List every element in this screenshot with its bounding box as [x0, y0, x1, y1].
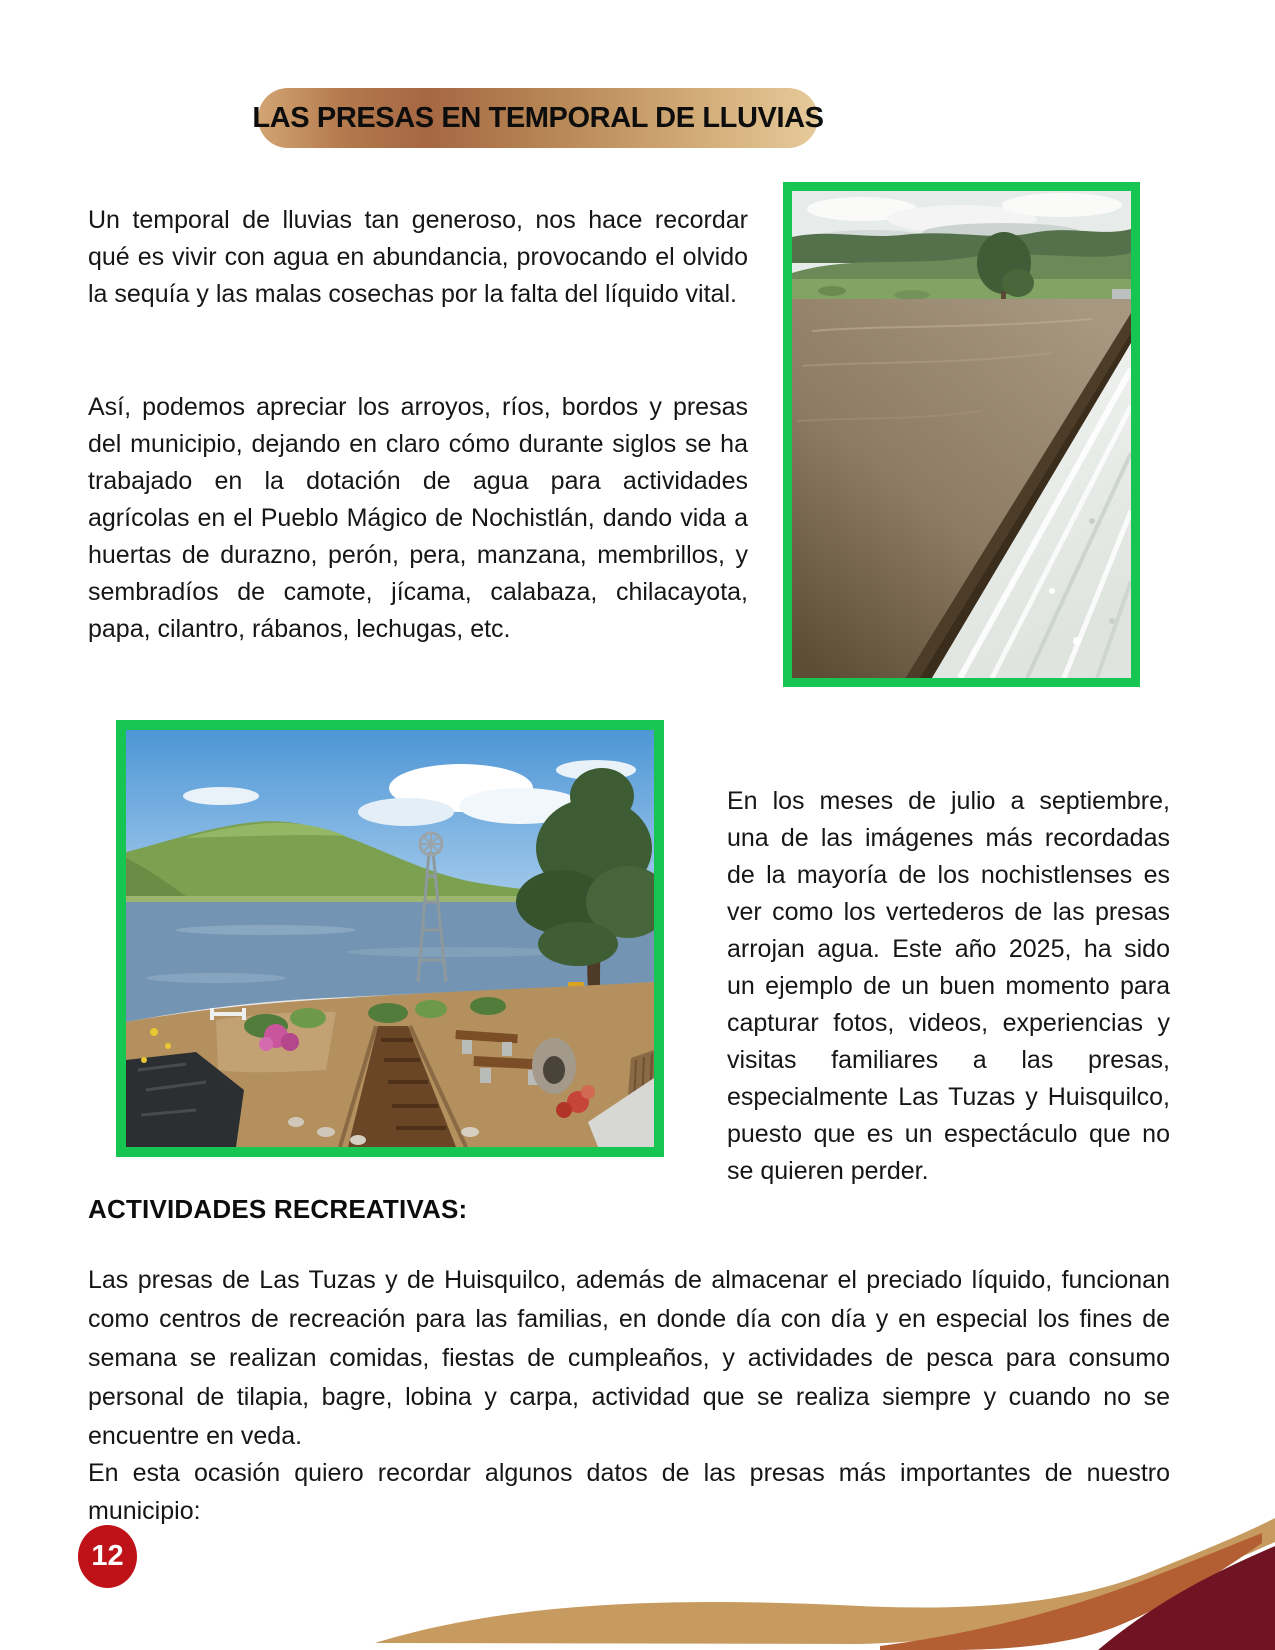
paragraph-recreativas: Las presas de Las Tuzas y de Huisquilco, además de almacenar el preciado líquido, funcionan como centros de recreación para las familias, en donde día con día y en especial los fines de semana se realizan comidas, fiestas de cumpleaños, y actividades de pesca para consumo personal de tilapia, bagre, lobina y carpa, actividad que se realiza siempre y cuando no se encuentre en veda.: [88, 1266, 1170, 1450]
paragraph-cierre: En esta ocasión quiero recordar algunos datos de las presas más importantes de nuestro municipio:: [88, 1459, 1170, 1525]
lakeside-garden-illustration: [126, 730, 654, 1147]
dam-spillway-photo: [783, 182, 1140, 687]
page-number: 12: [91, 1540, 124, 1572]
paragraph-vertederos: En los meses de julio a septiembre, una de las imágenes más recordadas de la mayoría de los nochistlenses es ver como los vertederos de las presas arrojan agua. Este año 2025, ha sido un ejemplo de un buen momento para capturar fotos, videos, experiencias y visitas familiares a las presas, especialmente Las Tuzas y Huisquilco, puesto que es un espectáculo que no se quieren perder.: [727, 787, 1170, 1185]
bottom-wave-decoration: [0, 1420, 1275, 1650]
lakeside-garden-photo: [116, 720, 664, 1157]
page-title: LAS PRESAS EN TEMPORAL DE LLUVIAS: [252, 101, 824, 134]
paragraph-arroyos: Así, podemos apreciar los arroyos, ríos, bordos y presas del municipio, dejando en claro cómo durante siglos se ha trabajado en la dotación de agua para actividades agrícolas en el Pueblo Mágico de Nochistlán, dando vida a huertas de durazno, perón, pera, manzana, membrillos, y sembradíos de camote, jícama, calabaza, chilacayota, papa, cilantro, rábanos, lechugas, etc.: [88, 393, 748, 643]
title-banner: [252, 88, 824, 148]
section-heading-actividades: ACTIVIDADES RECREATIVAS:: [88, 1194, 468, 1224]
paragraph-intro: Un temporal de lluvias tan generoso, nos hace recordar qué es vivir con agua en abundancia, provocando el olvido la sequía y las malas cosechas por la falta del líquido vital.: [88, 206, 748, 308]
dam-spillway-illustration: [792, 191, 1131, 678]
